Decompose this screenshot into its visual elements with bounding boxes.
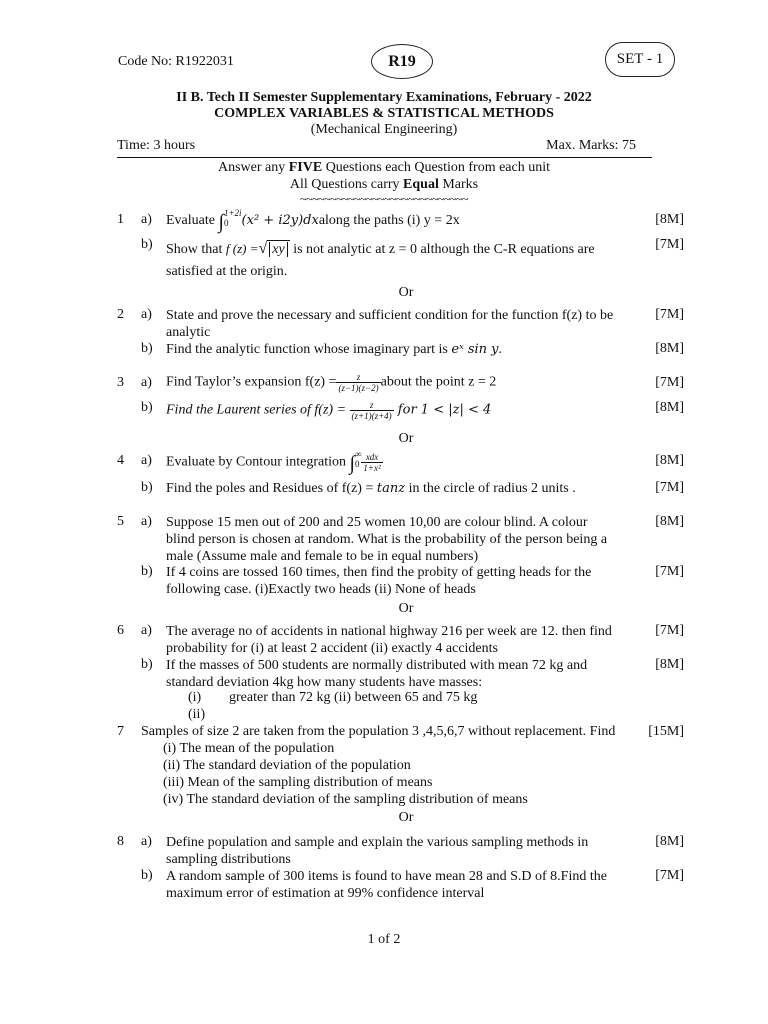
q5a-label: a): [141, 514, 152, 529]
q3b-label: b): [141, 400, 153, 415]
q6b-item1-text: greater than 72 kg (ii) between 65 and 75 kg: [229, 690, 478, 705]
q4b-label: b): [141, 480, 153, 495]
q4a-marks: [8M]: [655, 453, 684, 468]
header-divider: [117, 157, 652, 158]
page-number: 1 of 2: [367, 932, 401, 947]
q4a-text: Evaluate by Contour integration ∫∞ 0 $\frac{\text{xdx}}{\text{1+x²}}$: [166, 449, 381, 475]
q7-item-i: (i) The mean of the population: [163, 741, 335, 756]
q7-item-ii: (ii) The standard deviation of the population: [163, 758, 411, 773]
tilde-separator: ~~~~~~~~~~~~~~~~~~~~~~~~~~~~: [300, 192, 468, 206]
q8a-label: a): [141, 834, 152, 849]
integral-sign: ∫: [218, 211, 224, 233]
or-divider-3: Or: [398, 601, 414, 616]
q5-number: 5: [117, 514, 124, 529]
code-number: Code No: R1922031: [118, 54, 234, 69]
q3a-marks: [7M]: [655, 375, 684, 390]
q3a-label: a): [141, 375, 152, 390]
q1a-marks: [8M]: [655, 212, 684, 227]
branch: (Mechanical Engineering): [310, 122, 458, 137]
q5a-marks: [8M]: [655, 514, 684, 529]
exam-title: II B. Tech II Semester Supplementary Examinations, February - 2022: [176, 90, 592, 105]
q6b-marks: [8M]: [655, 657, 684, 672]
q7-number: 7: [117, 724, 124, 739]
q7-marks: [15M]: [648, 724, 684, 739]
q7-item-iii: (iii) Mean of the sampling distribution of means: [163, 775, 433, 790]
q3a-text: Find Taylor’s expansion f(z) = $\frac{z}{(z-1)(z-2)}$ about the point z = 2: [166, 372, 497, 393]
q2-number: 2: [117, 307, 124, 322]
q6a-marks: [7M]: [655, 623, 684, 638]
q6b-label: b): [141, 657, 153, 672]
q7-text: Samples of size 2 are taken from the population 3 ,4,5,6,7 without replacement. Find: [141, 724, 616, 739]
q7-item-iv: (iv) The standard deviation of the sampling distribution of means: [163, 792, 528, 807]
q6a-text: The average no of accidents in national highway 216 per week are 12. then find probability for (i) at least 2 accident (ii) exactly 4 accidents: [166, 624, 612, 656]
q5b-marks: [7M]: [655, 564, 684, 579]
q8a-text: Define population and sample and explain the various sampling methods in sampling distributions: [166, 835, 589, 867]
q2b-marks: [8M]: [655, 341, 684, 356]
q1b-text-line2: satisfied at the origin.: [166, 264, 288, 279]
q3-number: 3: [117, 375, 124, 390]
q6b-item1-label: (i): [188, 690, 202, 705]
q3b-text: Find the Laurent series of f(z) = $\frac{z}{(z+1)(z+4)}$ for 1 < |z| < 4: [166, 400, 492, 421]
or-divider-4: Or: [398, 810, 414, 825]
q4b-marks: [7M]: [655, 480, 684, 495]
instruction-line-2: All Questions carry Equal Marks: [289, 177, 479, 192]
q6a-label: a): [141, 623, 152, 638]
q3b-marks: [8M]: [655, 400, 684, 415]
q1-number: 1: [117, 212, 124, 227]
q1b-marks: [7M]: [655, 237, 684, 252]
q4-number: 4: [117, 453, 124, 468]
time-allowed: Time: 3 hours: [117, 138, 196, 153]
q6b-item2-label: (ii): [188, 707, 206, 722]
q5b-text: If 4 coins are tossed 160 times, then find the probity of getting heads for the following case. (i)Exactly two heads (ii) None of heads: [166, 565, 592, 597]
q2a-label: a): [141, 307, 152, 322]
q6-number: 6: [117, 623, 124, 638]
q1a-label: a): [141, 212, 152, 227]
set-badge: [605, 42, 675, 77]
q2b-label: b): [141, 341, 153, 356]
q2b-text: Find the analytic function whose imaginary part is eˣ sin y.: [166, 342, 503, 357]
q8b-text: A random sample of 300 items is found to have mean 28 and S.D of 8.Find the maximum error of estimation at 99% confidence interval: [166, 869, 607, 901]
q8b-marks: [7M]: [655, 868, 684, 883]
q8a-marks: [8M]: [655, 834, 684, 849]
q5b-label: b): [141, 564, 153, 579]
q6b-text: If the masses of 500 students are normally distributed with mean 72 kg and standard deviation 4kg how many students have masses:: [166, 658, 588, 690]
integral-sign: ∫: [349, 452, 355, 475]
q2a-text: State and prove the necessary and sufficient condition for the function f(z) to be analytic: [166, 308, 614, 340]
max-marks: Max. Marks: 75: [546, 138, 636, 153]
q1b-label: b): [141, 237, 153, 252]
or-divider-1: Or: [398, 285, 414, 300]
q1b-text: Show that f (z) =√ xy is not analytic at z = 0 although the C-R equations are: [166, 240, 595, 257]
instruction-line-1: Answer any FIVE Questions each Question from each unit: [217, 160, 551, 175]
q5a-text: Suppose 15 men out of 200 and 25 women 10,00 are colour blind. A colour blind person is chosen at random. What is the probability of the person being a male (Assume male and female to be in equal numbers): [166, 515, 608, 564]
q2a-marks: [7M]: [655, 307, 684, 322]
q4b-text: Find the poles and Residues of f(z) = tanz in the circle of radius 2 units .: [166, 481, 576, 496]
q1a-text: Evaluate ∫1+2i 0 (x² + i2y)dxalong the paths (i) y = 2x: [166, 208, 460, 233]
q8b-label: b): [141, 868, 153, 883]
or-divider-2: Or: [398, 431, 414, 446]
q8-number: 8: [117, 834, 124, 849]
q4a-label: a): [141, 453, 152, 468]
set-label: SET - 1: [616, 51, 664, 67]
regulation-label: R19: [388, 53, 416, 70]
regulation-badge: [371, 44, 433, 79]
subject-title: COMPLEX VARIABLES & STATISTICAL METHODS: [214, 106, 554, 121]
